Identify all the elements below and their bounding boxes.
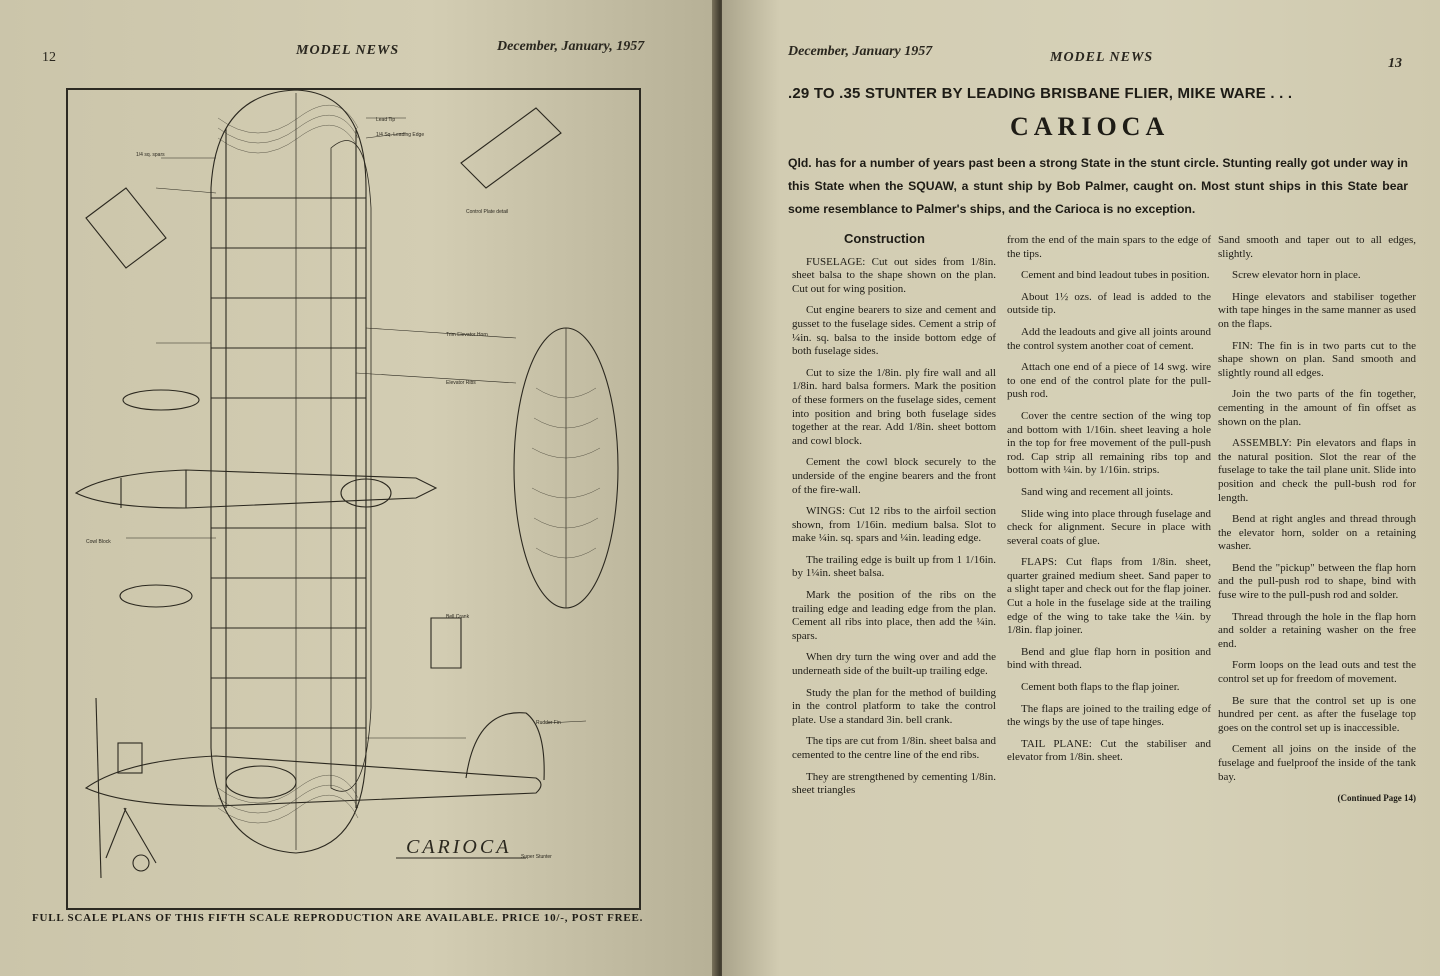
carioca-plan-drawing	[66, 88, 641, 910]
paragraph: Join the two parts of the fin together, cementing in the amount of fin offset as shown on the plan.	[1218, 388, 1416, 428]
right-running-title: MODEL NEWS	[1050, 50, 1154, 65]
article-kicker: .29 TO .35 STUNTER BY LEADING BRISBANE FLIER, MIKE WARE . . .	[788, 85, 1293, 102]
paragraph: Attach one end of a piece of 14 swg. wire to one end of the control plate for the pull-push rod.	[1007, 361, 1211, 401]
paragraph: The trailing edge is built up from 1 1/16in. by 1¼in. sheet balsa.	[792, 553, 996, 580]
section-title: Construction	[844, 231, 925, 246]
paragraph: Slide wing into place through fuselage and check for alignment. Secure in place with several coats of glue.	[1007, 507, 1211, 547]
paragraph: When dry turn the wing over and add the underneath side of the built-up trailing edge.	[792, 651, 996, 678]
svg-text:1/4 sq. spars: 1/4 sq. spars	[136, 152, 165, 158]
paragraph: Screw elevator horn in place.	[1232, 269, 1361, 282]
paragraph: They are strengthened by cementing 1/8in. sheet triangles	[792, 770, 996, 797]
paragraph: About 1½ ozs. of lead is added to the outside tip.	[1007, 290, 1211, 317]
paragraph: Sand wing and recement all joints.	[1021, 485, 1174, 498]
svg-text:Elevator Ribs: Elevator Ribs	[446, 380, 476, 386]
paragraph: FIN: The fin is in two parts cut to the shape shown on plan. Sand smooth and slightly round all edges.	[1218, 339, 1416, 379]
svg-text:Super Stunter: Super Stunter	[521, 854, 552, 860]
paragraph: Cement the cowl block securely to the underside of the engine bearers and the front of the fire-wall.	[792, 456, 996, 496]
paragraph: Form loops on the lead outs and test the control set up for freedom of movement.	[1218, 659, 1416, 686]
svg-text:Bell Crank: Bell Crank	[446, 614, 470, 620]
paragraph: ASSEMBLY: Pin elevators and flaps in the natural position. Slot the rear of the fuselage to take the tail plane unit. Slide into position and check the pull-bush rod for length.	[1218, 437, 1416, 504]
right-page-number: 13	[1388, 56, 1402, 71]
paragraph: The tips are cut from 1/8in. sheet balsa and cemented to the centre line of the end ribs.	[792, 735, 996, 761]
left-running-date: December, January, 1957	[497, 39, 645, 54]
paragraph: Thread through the hole in the flap horn and solder a retaining washer on the free end.	[1218, 610, 1416, 650]
paragraph: Mark the position of the ribs on the trailing edge and leading edge from the plan. Cement all ribs into place, then add the ¼in. spars.	[792, 589, 996, 642]
svg-text:Control Plate detail: Control Plate detail	[466, 209, 509, 215]
article-column-3	[1218, 234, 1416, 814]
paragraph: Study the plan for the method of building in the control platform to take the control plate. Use a standard 3in. bell crank.	[792, 686, 996, 726]
paragraph: Hinge elevators and stabiliser together with tape hinges in the same manner as used on the flaps.	[1218, 290, 1416, 330]
paragraph: Sand smooth and taper out to all edges, slightly.	[1218, 234, 1416, 260]
svg-text:Cowl Block: Cowl Block	[86, 539, 111, 545]
paragraph: Cement and bind leadout tubes in position.	[1021, 269, 1210, 282]
left-page	[0, 0, 718, 976]
paragraph: FUSELAGE: Cut out sides from 1/8in. sheet balsa to the shape shown on the plan. Cut out for wing position.	[792, 255, 996, 295]
right-running-date: December, January 1957	[788, 44, 933, 59]
paragraph: The flaps are joined to the trailing edge of the wings by the use of tape hinges.	[1007, 702, 1211, 729]
paragraph: Bend at right angles and thread through the elevator horn, solder on a retaining washer.	[1218, 513, 1416, 553]
paragraph: Bend the "pickup" between the flap horn and the pull-push rod to shape, bind with fuse wire to the pull-push rod and solder.	[1218, 561, 1416, 602]
article-column-2	[1007, 234, 1211, 773]
svg-text:1/4 Sq. Leading Edge: 1/4 Sq. Leading Edge	[376, 132, 425, 138]
paragraph: Cut engine bearers to size and cement and gusset to the fuselage sides. Cement a strip of ¼in. sq. balsa to the inside bottom edge of both fuselage sides.	[792, 304, 996, 358]
paragraph: from the end of the main spars to the edge of the tips.	[1007, 234, 1211, 260]
article-intro: Qld. has for a number of years past been a strong State in the stunt circle. Stunting really got under way in this State when the SQUAW, a stunt ship by Bob Palmer, caught on. Most stunt ships in this State bear some resemblance to Palmer's ships, and the Carioca is no exception.	[788, 156, 1408, 216]
paragraph: Cut to size the 1/8in. ply fire wall and all 1/8in. hard balsa formers. Mark the position of these formers on the fuselage sides, cement into position and bring both fuselage sides together at the rear. Add 1/8in. sheet bottom and cowl block.	[792, 366, 996, 447]
continued-note: (Continued Page 14)	[1337, 793, 1416, 804]
paragraph: Cover the centre section of the wing top and bottom with 1/16in. sheet leaving a hole in the top for free movement of the pull-push rod. Cap strip all remaining ribs top and bottom with ¼in. by 1/16in. strips.	[1007, 409, 1211, 477]
paragraph: TAIL PLANE: Cut the stabiliser and elevator from 1/8in. sheet.	[1007, 737, 1211, 764]
svg-text:Rudder Fin: Rudder Fin	[536, 720, 561, 726]
paragraph: Cement all joins on the inside of the fuselage and fuelproof the inside of the tank bay.	[1218, 743, 1416, 783]
article-headline: CARIOCA	[1010, 112, 1170, 141]
paragraph: FLAPS: Cut flaps from 1/8in. sheet, quarter grained medium sheet. Sand paper to a slight taper and check out for the flap joiner. Cut a hole in the fuselage side at the trailing edge of the wing to take take the ¼in. by 1/8in. flap joiner.	[1007, 556, 1211, 637]
article-column-1	[792, 230, 996, 806]
paragraph: Add the leadouts and give all joints around the control system another coat of cement.	[1007, 325, 1211, 352]
paragraph: Be sure that the control set up is one hundred per cent. as after the fuselage top goes on the control set up is inaccessible.	[1218, 694, 1416, 734]
paragraph: Cement both flaps to the flap joiner.	[1021, 681, 1180, 694]
plan-caption: FULL SCALE PLANS OF THIS FIFTH SCALE REPRODUCTION ARE AVAILABLE. PRICE 10/-, POST FREE.	[32, 912, 644, 924]
svg-text:Trim Elevator Horn: Trim Elevator Horn	[446, 332, 488, 338]
svg-text:Lead Tip: Lead Tip	[376, 117, 396, 123]
paragraph: Bend and glue flap horn in position and bind with thread.	[1007, 645, 1211, 672]
left-running-title: MODEL NEWS	[296, 43, 400, 58]
plan-title: CARIOCA	[406, 836, 512, 858]
paragraph: WINGS: Cut 12 ribs to the airfoil section shown, from 1/16in. medium balsa. Slot to make ¼in. sq. spars and ¼in. leading edge.	[792, 505, 996, 545]
left-page-number: 12	[42, 50, 56, 65]
